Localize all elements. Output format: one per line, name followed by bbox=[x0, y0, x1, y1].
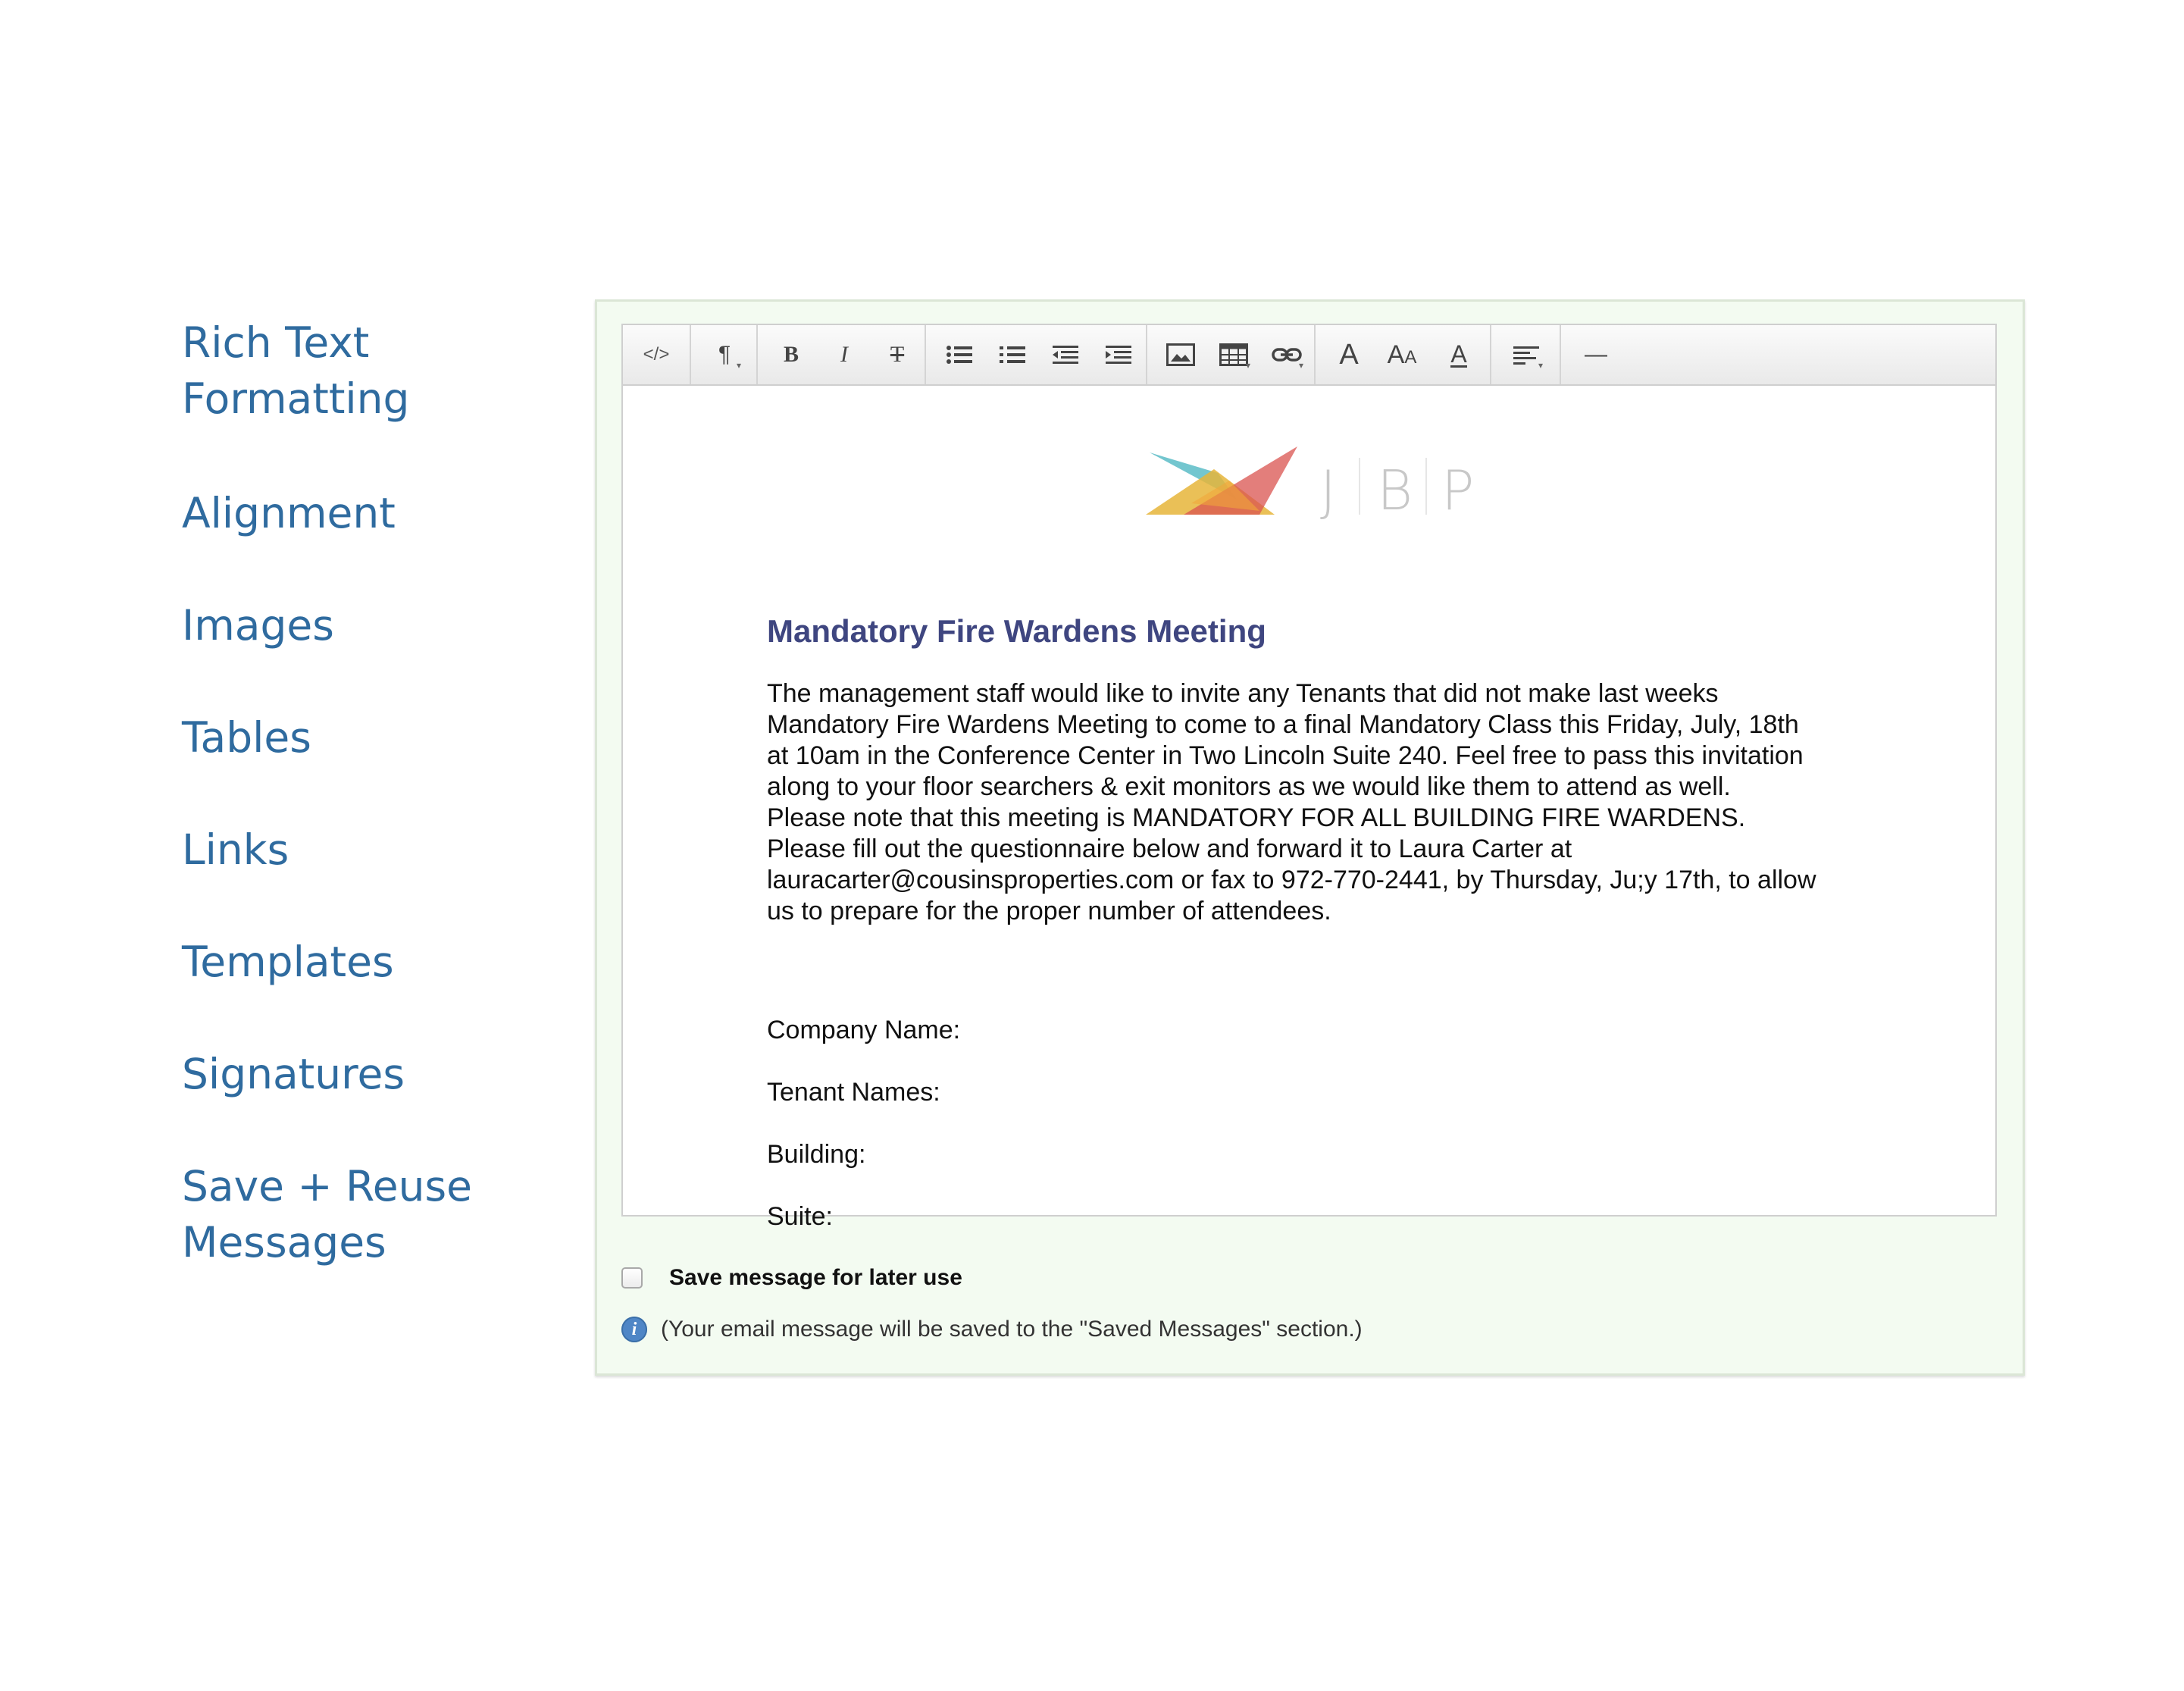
insert-table-button[interactable] bbox=[1216, 337, 1252, 372]
font-size-icon bbox=[1388, 340, 1417, 370]
field-building: Building: bbox=[767, 1140, 866, 1169]
body-line: at 10am in the Conference Center in Two Lincoln Suite 240. Feel free to pass this invitation bbox=[767, 741, 1804, 770]
toolbar-group-text-style bbox=[758, 325, 926, 384]
toolbar-group-align bbox=[1491, 325, 1561, 384]
strikethrough-button[interactable] bbox=[879, 337, 915, 372]
unordered-list-icon bbox=[946, 344, 973, 365]
body-line: lauracarter@cousinsproperties.com or fax to 972-770-2441, by Thursday, Ju;y 17th, to allow bbox=[767, 866, 1816, 894]
chevron-down-icon: ▾ bbox=[1245, 360, 1250, 371]
editor-content[interactable] bbox=[623, 386, 1995, 1231]
save-message-label[interactable]: Save message for later use bbox=[669, 1265, 962, 1290]
feature-links: Links bbox=[182, 825, 289, 874]
paragraph-format-button[interactable] bbox=[706, 337, 743, 372]
body-line: Please note that this meeting is MANDATORY FOR ALL BUILDING FIRE WARDENS. bbox=[767, 803, 1746, 832]
info-text: (Your email message will be saved to the "Saved Messages" section.) bbox=[661, 1317, 1363, 1342]
horizontal-rule-icon: — bbox=[1585, 342, 1607, 367]
italic-button[interactable] bbox=[826, 337, 862, 372]
font-color-button[interactable] bbox=[1331, 337, 1367, 372]
body-line: Please fill out the questionnaire below and forward it to Laura Carter at bbox=[767, 835, 1572, 863]
email-heading: Mandatory Fire Wardens Meeting bbox=[767, 613, 1266, 649]
toolbar-group-font bbox=[1316, 325, 1491, 384]
font-size-button[interactable] bbox=[1384, 337, 1420, 372]
italic-icon: I bbox=[840, 342, 848, 367]
info-icon: i bbox=[621, 1317, 647, 1342]
indent-icon bbox=[1105, 344, 1132, 365]
font-size-small-glyph: A bbox=[1404, 346, 1417, 368]
body-line: along to your floor searchers & exit monitors as we would like them to attend as well. bbox=[767, 772, 1731, 801]
image-icon bbox=[1166, 343, 1195, 366]
field-company-name: Company Name: bbox=[767, 1016, 961, 1044]
toolbar-group-format bbox=[691, 325, 758, 384]
outdent-icon bbox=[1052, 344, 1079, 365]
bold-icon: B bbox=[783, 342, 799, 367]
feature-templates: Templates bbox=[182, 938, 394, 986]
insert-image-button[interactable] bbox=[1162, 337, 1199, 372]
logo-letter-p: P bbox=[1441, 459, 1475, 522]
email-body bbox=[767, 678, 1858, 927]
code-icon: </> bbox=[643, 344, 670, 365]
paragraph-icon: ¶ bbox=[718, 342, 731, 367]
feature-signatures: Signatures bbox=[182, 1050, 405, 1098]
align-left-icon bbox=[1513, 345, 1540, 365]
unordered-list-button[interactable] bbox=[941, 337, 978, 372]
font-size-large-glyph: A bbox=[1387, 340, 1405, 369]
toolbar-group-hr bbox=[1561, 325, 1629, 384]
bold-button[interactable] bbox=[773, 337, 809, 372]
body-line: Mandatory Fire Wardens Meeting to come to a final Mandatory Class this Friday, July, 18th bbox=[767, 710, 1799, 739]
logo-letter-b: B bbox=[1377, 459, 1413, 522]
chevron-down-icon: ▾ bbox=[1298, 360, 1303, 371]
toolbar-group-lists bbox=[926, 325, 1147, 384]
html-source-button[interactable] bbox=[638, 337, 674, 372]
strikethrough-icon: T bbox=[890, 342, 905, 367]
ordered-list-icon bbox=[999, 344, 1026, 365]
chevron-down-icon: ▾ bbox=[736, 360, 741, 371]
logo-letter-j: J bbox=[1320, 459, 1337, 522]
table-icon bbox=[1219, 343, 1248, 366]
horizontal-rule-button[interactable] bbox=[1578, 337, 1614, 372]
toolbar-group-html bbox=[623, 325, 691, 384]
insert-link-button[interactable] bbox=[1269, 337, 1305, 372]
ordered-list-button[interactable] bbox=[994, 337, 1031, 372]
field-tenant-names: Tenant Names: bbox=[767, 1078, 940, 1107]
rich-text-editor bbox=[621, 324, 1997, 1231]
feature-rich-text: Rich Text Formatting bbox=[182, 318, 410, 423]
body-line: us to prepare for the proper number of attendees. bbox=[767, 897, 1331, 925]
indent-button[interactable] bbox=[1100, 337, 1137, 372]
link-icon bbox=[1272, 346, 1302, 364]
highlight-icon: A bbox=[1450, 340, 1467, 368]
feature-tables: Tables bbox=[182, 713, 311, 762]
chevron-down-icon: ▾ bbox=[1538, 360, 1543, 371]
toolbar-group-insert bbox=[1147, 325, 1316, 384]
composer-panel bbox=[595, 299, 2025, 1376]
feature-save-reuse: Save + Reuse Messages bbox=[182, 1162, 472, 1267]
alignment-button[interactable] bbox=[1508, 337, 1544, 372]
font-color-icon: A bbox=[1339, 338, 1359, 371]
body-line: The management staff would like to invite any Tenants that did not make last weeks bbox=[767, 679, 1719, 708]
feature-alignment: Alignment bbox=[182, 489, 396, 537]
jbp-logo bbox=[1146, 439, 1494, 522]
feature-images: Images bbox=[182, 601, 334, 650]
save-message-checkbox[interactable] bbox=[621, 1267, 643, 1289]
field-suite: Suite: bbox=[767, 1202, 833, 1231]
editor-toolbar bbox=[623, 325, 1995, 386]
info-row bbox=[621, 1314, 1363, 1345]
outdent-button[interactable] bbox=[1047, 337, 1084, 372]
save-message-row bbox=[621, 1263, 962, 1293]
text-highlight-button[interactable] bbox=[1441, 337, 1477, 372]
